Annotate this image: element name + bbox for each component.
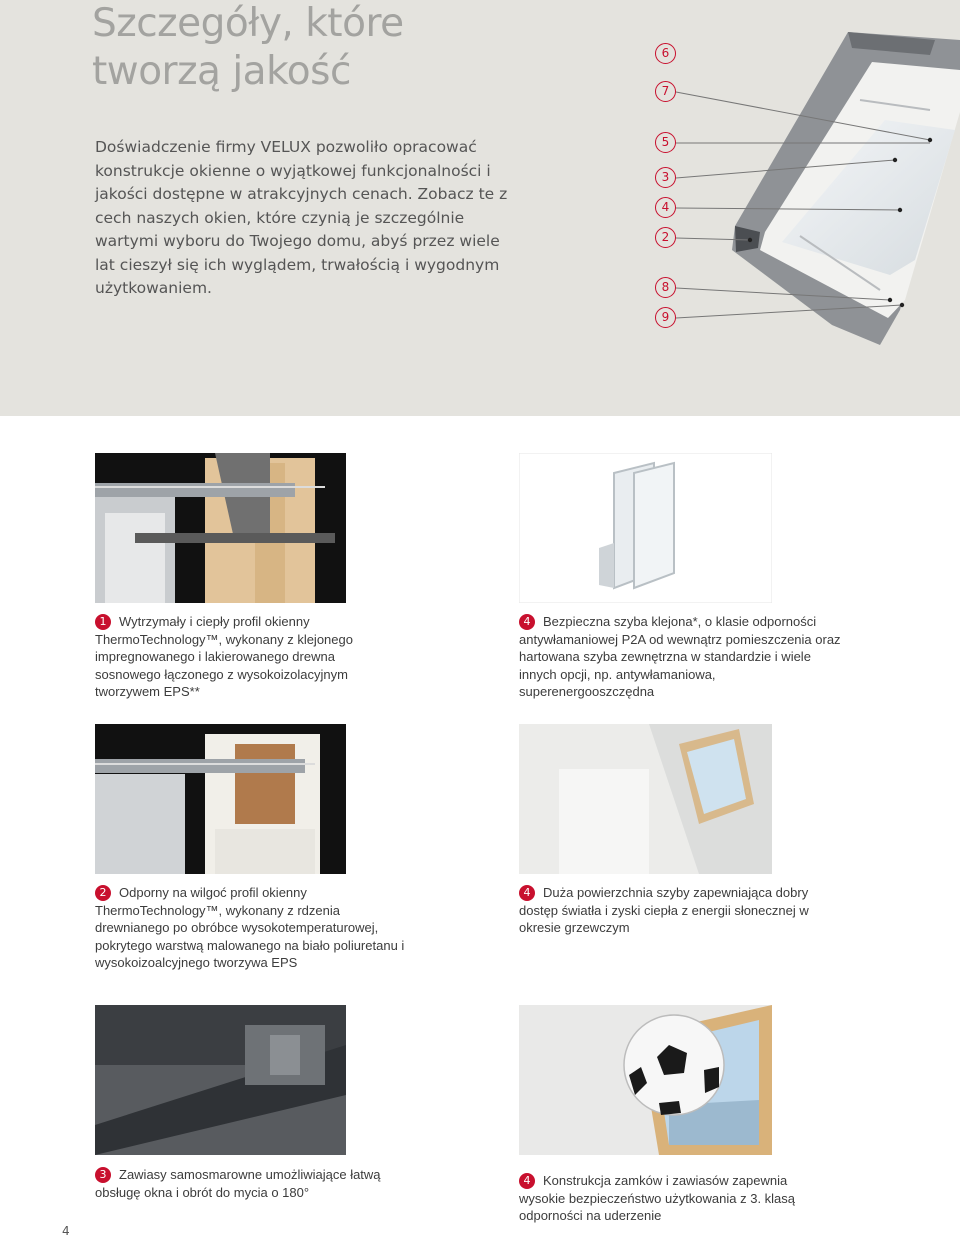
callout-numbers: [0, 0, 960, 416]
feature-caption-2: [519, 613, 849, 701]
football-window-photo: [519, 1005, 772, 1155]
feature-text: Wytrzymały i ciepły profil okienny ThermoTechnology™, wykonany z klejonego impregnowanego i lakierowanego drewna sosnowego łączonego z wysokoizolacyjnym tworzywem EPS**: [95, 614, 353, 699]
page-number: 4: [62, 1224, 70, 1238]
white-profile-photo: [95, 724, 346, 874]
intro-paragraph: Doświadczenie firmy VELUX pozwoliło opracować konstrukcje okienne o wyjątkowej funkcjonalności i jakości dostępne w atrakcyjnych cenach. Zobacz te z cech naszych okien, które czynią je szczególnie wartymi wyboru do Twojego domu, abyś przez wiele lat cieszył się ich wyglądem, trwałością i wygodnym użytkowaniem.: [95, 138, 508, 297]
callout-number: 5: [655, 132, 676, 153]
callout-number: 2: [655, 227, 676, 248]
feature-text: Odporny na wilgoć profil okienny ThermoTechnology™, wykonany z rdzenia drewnianego po obróbce wysokotemperaturowej, pokrytego warstwą malowanego na biało poliuretanu i wysokoizoalcyjnego tworzywa EPS: [95, 885, 405, 970]
glass-pane-photo: [519, 453, 772, 603]
hero-section: [0, 0, 960, 416]
hinge-photo: [95, 1005, 346, 1155]
callout-number: 4: [655, 197, 676, 218]
feature-number-badge: 4: [519, 614, 535, 630]
feature-number-badge: 3: [95, 1167, 111, 1183]
callout-number: 7: [655, 81, 676, 102]
feature-text: Bezpieczna szyba klejona*, o klasie odporności antywłamaniowej P2A od wewnątrz pomieszczenia oraz hartowana szyba zewnętrzna w standardzie i wiele innych opcji, np. antywłamaniowa, superenergooszczędna: [519, 614, 841, 699]
skylight-room-photo: [519, 724, 772, 874]
feature-number-badge: 4: [519, 885, 535, 901]
wood-profile-photo: [95, 453, 346, 603]
callout-number: 9: [655, 307, 676, 328]
feature-number-badge: 1: [95, 614, 111, 630]
title-line-2: tworzą jakość: [92, 49, 351, 94]
callout-number: 8: [655, 277, 676, 298]
callout-number: 6: [655, 43, 676, 64]
feature-caption-5: [95, 1166, 395, 1201]
feature-text: Konstrukcja zamków i zawiasów zapewnia wysokie bezpieczeństwo użytkowania z 3. klasą odporności na uderzenie: [519, 1173, 796, 1223]
feature-text: Duża powierzchnia szyby zapewniająca dobry dostęp światła i zyski ciepła z energii słonecznej w okresie grzewczym: [519, 885, 809, 935]
title-line-1: Szczegóły, które: [92, 1, 404, 46]
feature-caption-4: [519, 884, 819, 937]
feature-number-badge: 4: [519, 1173, 535, 1189]
feature-caption-1: [95, 613, 380, 701]
feature-caption-3: [95, 884, 405, 972]
callout-number: 3: [655, 167, 676, 188]
feature-text: Zawiasy samosmarowne umożliwiające łatwą obsługę okna i obrót do mycia o 180°: [95, 1167, 381, 1200]
feature-number-badge: 2: [95, 885, 111, 901]
feature-caption-6: [519, 1172, 819, 1225]
